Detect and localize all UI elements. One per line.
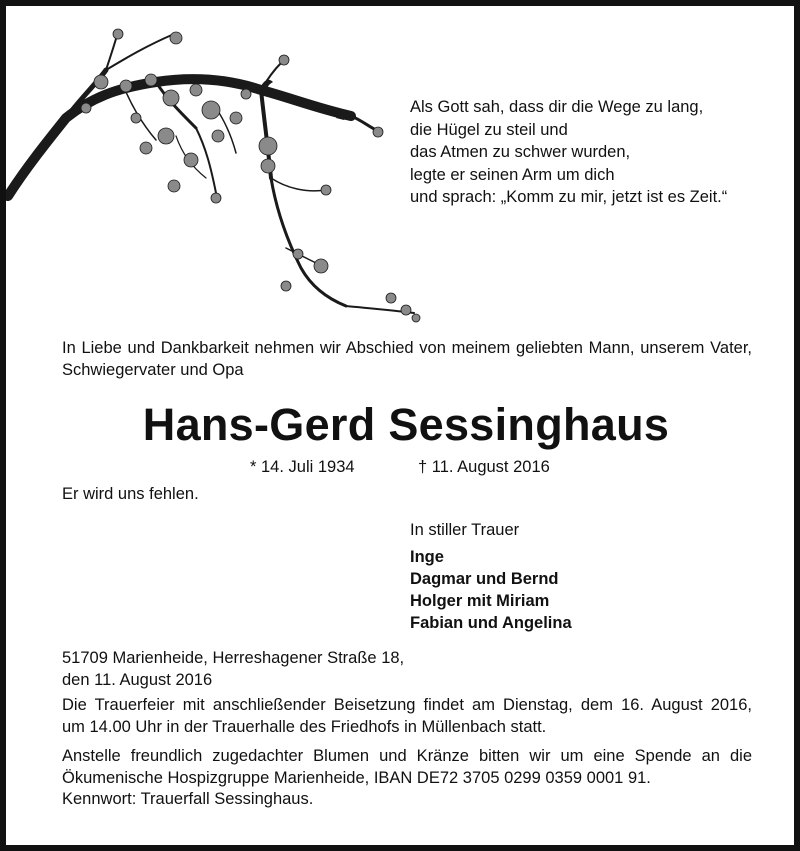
funeral-line: um 14.00 Uhr in der Trauerhalle des Friedhofs in Müllenbach statt. <box>62 717 547 736</box>
mourners-list <box>410 546 572 634</box>
death-date: † 11. August 2016 <box>418 458 550 476</box>
address-block <box>62 648 404 691</box>
poem-line: legte er seinen Arm um dich <box>410 165 615 184</box>
blossom-branch-illustration <box>6 18 436 328</box>
mourner-name: Inge <box>410 548 444 566</box>
missed-text: Er wird uns fehlen. <box>62 485 199 503</box>
poem-line: und sprach: „Komm zu mir, jetzt ist es Zeit.“ <box>410 188 728 206</box>
poem <box>410 96 780 209</box>
mourner-name: Holger mit Miriam <box>410 592 550 610</box>
funeral-line: Die Trauerfeier mit anschließender Beisetzung findet am Dienstag, dem 16. August 2016, <box>62 696 752 714</box>
address-line: 51709 Marienheide, Herreshagener Straße 18, <box>62 649 405 667</box>
mourner-name: Dagmar und Bernd <box>410 570 559 588</box>
donation-info <box>62 746 752 811</box>
deceased-name: Hans-Gerd Sessinghaus <box>142 399 670 450</box>
poem-line: das Atmen zu schwer wurden, <box>410 143 631 161</box>
donation-keyword: Kennwort: Trauerfall Sessinghaus. <box>62 790 314 808</box>
poem-line: die Hügel zu steil und <box>410 120 568 139</box>
mourning-heading: In stiller Trauer <box>410 521 520 539</box>
birth-date: * 14. Juli 1934 <box>250 458 355 476</box>
intro-text: In Liebe und Dankbarkeit nehmen wir Abschied von meinem geliebten Mann, unserem Vater, Schwiegervater und Opa <box>62 339 752 379</box>
donation-line: Anstelle freundlich zugedachter Blumen und Kränze bitten wir um eine Spende an die <box>62 747 752 765</box>
address-date: den 11. August 2016 <box>62 670 213 689</box>
donation-line: Ökumenische Hospizgruppe Marienheide, IBAN DE72 3705 0299 0359 0001 91. <box>62 768 651 787</box>
funeral-info <box>62 695 752 738</box>
mourner-name: Fabian und Angelina <box>410 614 572 632</box>
poem-line: Als Gott sah, dass dir die Wege zu lang, <box>410 98 704 116</box>
